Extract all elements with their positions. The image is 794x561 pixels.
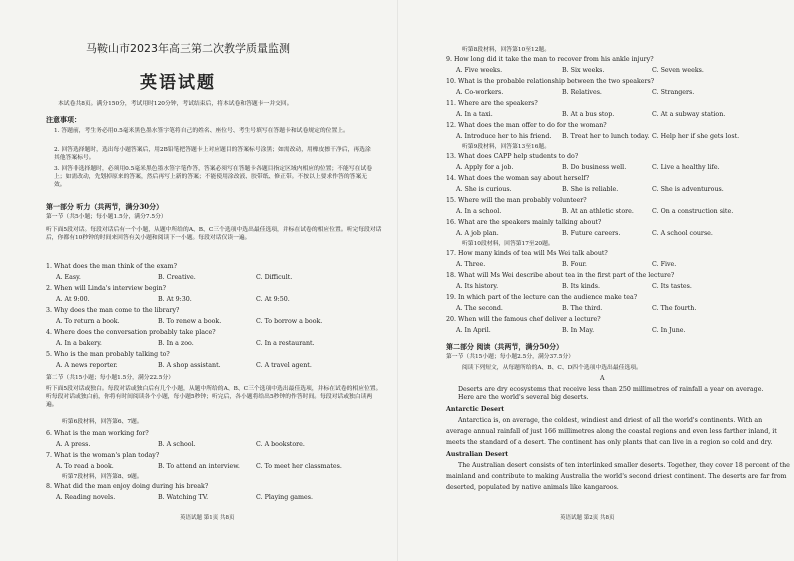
q17-option-c[interactable]: C. Five. [652,261,677,268]
heading-australian: Australian Desert [446,451,509,458]
question-3: 3. Why does the man come to the library? [46,307,180,314]
q8-option-a[interactable]: A. Reading novels. [56,494,116,501]
q10-option-a[interactable]: A. Co-workers. [456,89,504,96]
q13-option-b[interactable]: B. Do business well. [562,164,627,171]
q18-option-b[interactable]: B. Its kinds. [562,283,601,290]
antarctic-line-2: average annual rainfall of just 166 millimetres along the coastal regions and even less farther inland, it [446,428,777,435]
question-19: 19. In which part of the lecture can the audience make tea? [446,294,638,301]
page-1-footer: 英语试题 第1页 共8页 [180,515,235,521]
q15-option-c[interactable]: C. On a construction site. [652,208,734,215]
q4-option-c[interactable]: C. In a restaurant. [256,340,315,347]
q3-option-a[interactable]: A. To return a book. [56,318,120,325]
q2-option-b[interactable]: B. At 9:30. [158,296,192,303]
section1-heading: 第一节（共5小题；每小题1.5分，满分7.5分） [46,214,167,220]
section2-heading: 第二节（共15小题；每小题1.5分，满分22.5分） [46,375,175,381]
q2-option-a[interactable]: A. At 9:00. [56,296,90,303]
part2-heading: 第二部分 阅读（共两节，满分50分） [446,342,564,351]
q20-option-c[interactable]: C. In June. [652,327,686,334]
section2-desc: 听下面5段对话或独白。每段对话或独白后有几个小题，从题中所给的A、B、C三个选项中选出最佳选项，并标在试卷的相应位置。听每段对话或独白前，你将有时间阅读各个小题，每小题5秒钟；听完后，各小题将给出5秒钟的作答时间。每段对话或独白读两遍。 [46,386,382,408]
q1-option-b[interactable]: B. Creative. [158,274,196,281]
q1-option-c[interactable]: C. Difficult. [256,274,293,281]
q12-option-a[interactable]: A. Introduce her to his friend. [456,133,552,140]
reading-section1-desc: 阅读下列短文，从每题所给的A、B、C、D四个选项中选出最佳选项。 [462,365,642,371]
question-14: 14. What does the woman say about herself? [446,175,590,182]
q12-option-c[interactable]: C. Help her if she gets lost. [652,133,740,140]
q13-option-a[interactable]: A. Apply for a job. [456,164,514,171]
q5-option-b[interactable]: B. A shop assistant. [158,362,221,369]
q13-option-c[interactable]: C. Live a healthy life. [652,164,720,171]
question-10: 10. What is the probable relationship between the two speakers? [446,78,655,85]
notice-1: 1. 答题前，考生务必用0.5毫米黑色墨水签字笔将自己的姓名、座位号、考生号填写在答题卡和试卷规定的位置上。 [54,128,349,134]
reading-section1-heading: 第一节（共15小题；每小题2.5分，满分37.5分） [446,354,575,360]
question-5: 5. Who is the man probably talking to? [46,351,170,358]
q1-option-a[interactable]: A. Easy. [56,274,81,281]
question-20: 20. When will the famous chef deliver a lecture? [446,316,601,323]
australian-line-3: deserted, populated by native animals like kangaroos. [446,484,619,491]
page-2-footer: 英语试题 第2页 共8页 [560,515,615,521]
q17-option-a[interactable]: A. Three. [456,261,486,268]
q6-option-b[interactable]: B. A school. [158,441,196,448]
q18-option-a[interactable]: A. Its history. [456,283,499,290]
listen9-note: 听第9段材料，回答第13至16题。 [462,144,551,150]
q7-option-b[interactable]: B. To attend an interview. [158,463,240,470]
q17-option-b[interactable]: B. Four. [562,261,587,268]
q14-option-b[interactable]: B. She is reliable. [562,186,619,193]
page-divider [397,0,398,561]
question-4: 4. Where does the conversation probably take place? [46,329,216,336]
listen6-note: 听第6段材料，回答第6、7题。 [62,419,143,425]
q11-option-b[interactable]: B. At a bus stop. [562,111,615,118]
australian-line-1: The Australian desert consists of ten interlinked smaller deserts. Together, they cover 18 percent of the [458,462,790,469]
exam-header: 马鞍山市2023年高三第二次教学质量监测 [86,42,290,55]
antarctic-line-3: meets the standard of a desert. The continent has only plants that can live in a region so cold and dry. [446,439,773,446]
q7-option-a[interactable]: A. To read a book. [56,463,114,470]
page-1 [40,0,392,561]
q7-option-c[interactable]: C. To meet her classmates. [256,463,342,470]
q4-option-a[interactable]: A. In a bakery. [56,340,102,347]
listen7-note: 听第7段材料，回答第8、9题。 [62,474,143,480]
section1-desc: 听下面5段对话。每段对话后有一个小题，从题中所给的A、B、C三个选项中选出最佳选项，并标在试卷的相应位置。听完每段对话后，你都有10秒钟的时间来回答有关小题和阅读下一小题。每段对话仅读一遍。 [46,227,382,241]
antarctic-line-1: Antarctica is, on average, the coldest, windiest and driest of all the world's continents. With an [458,417,763,424]
q6-option-a[interactable]: A. A press. [56,441,91,448]
q10-option-c[interactable]: C. Strangers. [652,89,695,96]
q16-option-c[interactable]: C. A school course. [652,230,713,237]
question-9: 9. How long did it take the man to recover from his ankle injury? [446,56,654,63]
notice-title: 注意事项： [46,115,81,124]
q15-option-a[interactable]: A. In a school. [456,208,502,215]
q9-option-c[interactable]: C. Seven weeks. [652,67,704,74]
q16-option-a[interactable]: A. A job plan. [456,230,499,237]
q20-option-a[interactable]: A. In April. [456,327,491,334]
listen8-note: 听第8段材料，回答第10至12题。 [462,47,551,53]
q15-option-b[interactable]: B. At an athletic store. [562,208,634,215]
q12-option-b[interactable]: B. Treat her to lunch today. [562,133,650,140]
passage-intro: Deserts are dry ecosystems that receive less than 250 millimetres of rainfall a year on average. Here are the world's several big deserts. [458,386,764,401]
q3-option-b[interactable]: B. To renew a book. [158,318,222,325]
intro-text: 本试卷共8页。满分150分，考试用时120分钟，考试结束后，将本试卷和答题卡一并交回。 [58,101,293,107]
question-13: 13. What does CAPP help students to do? [446,153,579,160]
question-7: 7. What is the woman's plan today? [46,452,160,459]
exam-title: 英语试题 [140,73,216,93]
q11-option-a[interactable]: A. In a taxi. [456,111,493,118]
question-17: 17. How many kinds of tea will Ms Wei talk about? [446,250,608,257]
q19-option-a[interactable]: A. The second. [456,305,503,312]
page-2 [440,0,790,561]
q19-option-b[interactable]: B. The third. [562,305,603,312]
question-16: 16. What are the speakers mainly talking about? [446,219,602,226]
q5-option-c[interactable]: C. A travel agent. [256,362,312,369]
q14-option-a[interactable]: A. She is curious. [456,186,512,193]
australian-line-2: mainland and contribute to making Australia the world's second driest continent. The deserts are far from [446,473,787,480]
q4-option-b[interactable]: B. In a zoo. [158,340,194,347]
q9-option-b[interactable]: B. Six weeks. [562,67,605,74]
q11-option-c[interactable]: C. At a subway station. [652,111,726,118]
part1-heading: 第一部分 听力（共两节，满分30分） [46,202,164,211]
question-6: 6. What is the man working for? [46,430,149,437]
notice-3: 3. 回答非选择题时，必须用0.5毫米黑色墨水签字笔作答，答案必须写在答题卡各题目指定区域内相应的位置；不能写在试卷上；如需改动，先划掉原来的答案，然后再写上新的答案；不能使用涂改液、胶带纸、修正带。不按以上要求作答的答案无效。 [54,166,373,188]
q14-option-c[interactable]: C. She is adventurous. [652,186,724,193]
question-8: 8. What did the man enjoy doing during his break? [46,483,209,490]
heading-antarctic: Antarctic Desert [446,406,505,413]
q19-option-c[interactable]: C. The fourth. [652,305,697,312]
question-18: 18. What will Ms Wei describe about tea in the first part of the lecture? [446,272,675,279]
passage-letter: A [600,375,605,382]
q16-option-b[interactable]: B. Future careers. [562,230,621,237]
q9-option-a[interactable]: A. Five weeks. [456,67,503,74]
q8-option-c[interactable]: C. Playing games. [256,494,313,501]
question-1: 1. What does the man think of the exam? [46,263,177,270]
q18-option-c[interactable]: C. Its tastes. [652,283,692,290]
question-12: 12. What does the man offer to do for the woman? [446,122,607,129]
listen10-note: 听第10段材料，回答第17至20题。 [462,241,554,247]
q10-option-b[interactable]: B. Relatives. [562,89,602,96]
question-2: 2. When will Linda's interview begin? [46,285,167,292]
q20-option-b[interactable]: B. In May. [562,327,595,334]
q8-option-b[interactable]: B. Watching TV. [158,494,209,501]
q6-option-c[interactable]: C. A bookstore. [256,441,305,448]
q3-option-c[interactable]: C. To borrow a book. [256,318,323,325]
question-11: 11. Where are the speakers? [446,100,538,107]
notice-2: 2. 回答选择题时，选出每小题答案后，用2B铅笔把答题卡上对应题目的答案标号涂黑；如需改动，用橡皮擦干净后，再选涂其他答案标号。 [54,147,371,161]
q2-option-c[interactable]: C. At 9:50. [256,296,290,303]
question-15: 15. Where will the man probably volunteer? [446,197,587,204]
q5-option-a[interactable]: A. A news reporter. [56,362,118,369]
